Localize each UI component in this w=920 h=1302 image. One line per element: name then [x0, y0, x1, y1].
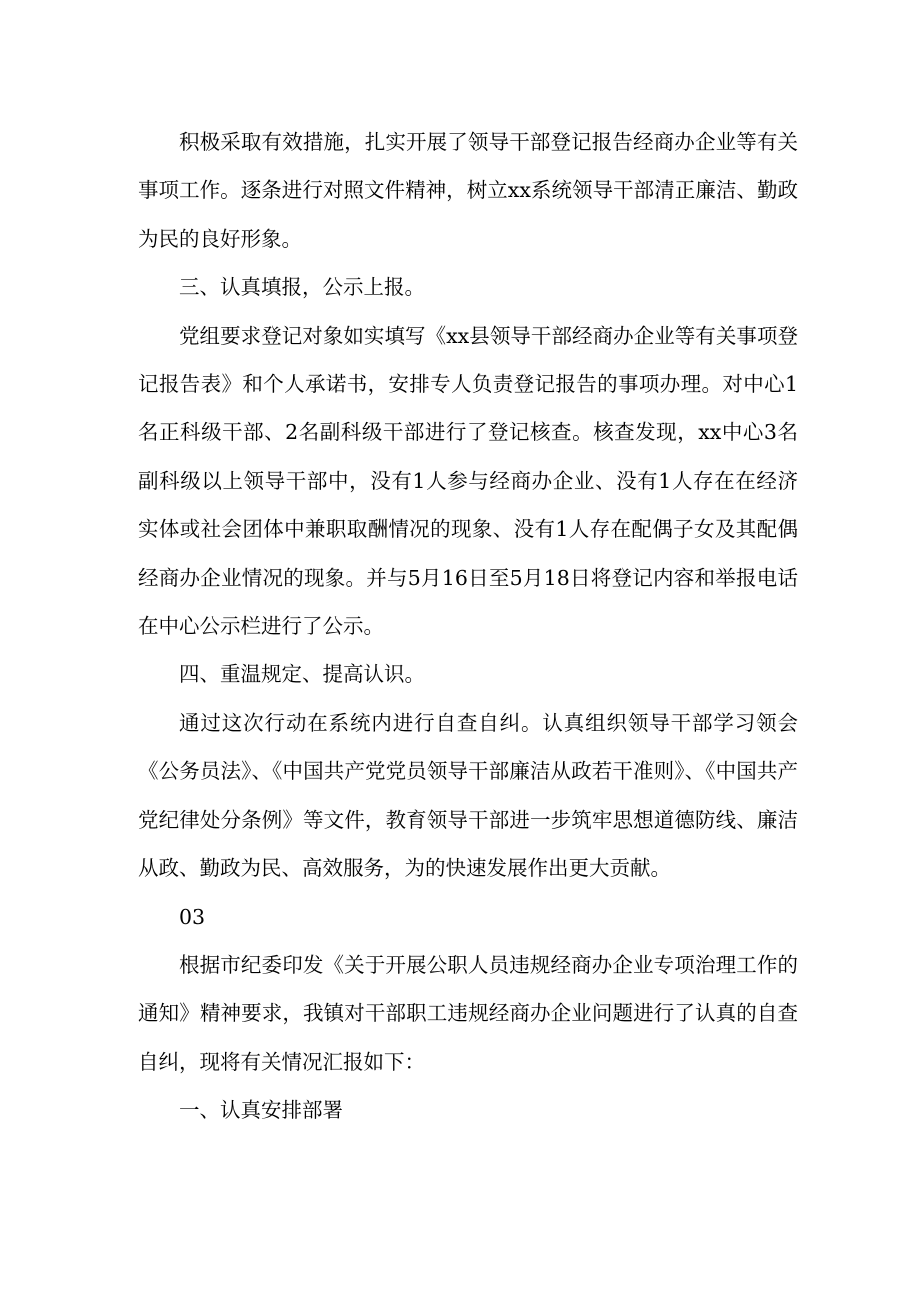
- paragraph-registration: 党组要求登记对象如实填写《xx县领导干部经商办企业等有关事项登记报告表》和个人承诺书，安排专人负责登记报告的事项办理。对中心1名正科级干部、2名副科级干部进行了登记核查。核查发现，xx中心3名副科级以上领导干部中，没有1人参与经商办企业、没有1人存在在经济实体或社会团体中兼职取酬情况的现象、没有1人存在配偶子女及其配偶经商办企业情况的现象。并与5月16日至5月18日将登记内容和举报电话在中心公示栏进行了公示。: [138, 323, 798, 639]
- document-body: [138, 118, 798, 1135]
- paragraph-study: 通过这次行动在系统内进行自查自纠。认真组织领导干部学习领会《公务员法》、《中国共产党党员领导干部廉洁从政若干准则》、《中国共产党纪律处分条例》等文件，教育领导干部进一步筑牢思想道德防线、廉洁从政、勤政为民、高效服务，为的快速发展作出更大贡献。: [138, 710, 798, 881]
- section-number: 03: [179, 904, 206, 929]
- section-heading-one: 一、认真安排部署: [179, 1098, 343, 1123]
- section-heading-four: 四、重温规定、提高认识。: [179, 662, 425, 687]
- section-heading-three: 三、认真填报，公示上报。: [179, 275, 425, 300]
- paragraph-notice: 根据市纪委印发《关于开展公职人员违规经商办企业专项治理工作的通知》精神要求，我镇对干部职工违规经商办企业问题进行了认真的自查自纠，现将有关情况汇报如下：: [138, 952, 798, 1074]
- paragraph-intro-continued: 积极采取有效措施，扎实开展了领导干部登记报告经商办企业等有关事项工作。逐条进行对照文件精神，树立xx系统领导干部清正廉洁、勤政为民的良好形象。: [138, 130, 798, 251]
